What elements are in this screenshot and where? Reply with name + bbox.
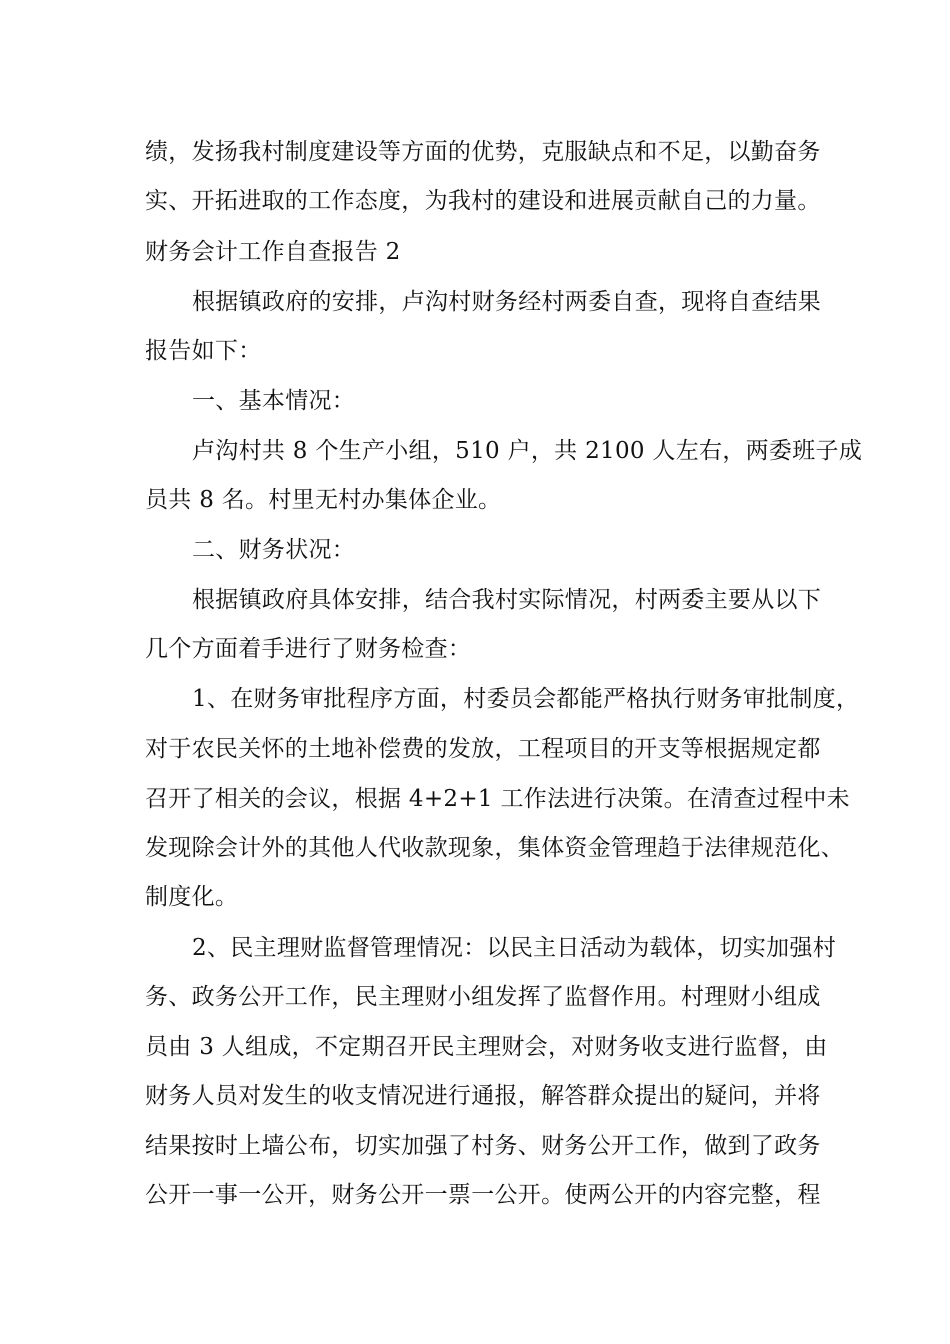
text-line: 员共 8 名。村里无村办集体企业。	[145, 487, 502, 513]
paragraph-first-line: 卢沟村共 8 个生产小组，510 户，共 2100 人左右，两委班子成	[192, 438, 863, 464]
text-line: 绩，发扬我村制度建设等方面的优势，克服缺点和不足，以勤奋务	[145, 139, 821, 165]
text-line: 报告如下：	[145, 338, 262, 364]
text-line: 制度化。	[145, 884, 239, 910]
text-line: 公开一事一公开，财务公开一票一公开。使两公开的内容完整，程	[145, 1182, 821, 1208]
text-line: 务、政务公开工作，民主理财小组发挥了监督作用。村理财小组成	[145, 984, 821, 1010]
text-line: 实、开拓进取的工作态度，为我村的建设和进展贡献自己的力量。	[145, 188, 821, 214]
paragraph-first-line: 根据镇政府具体安排，结合我村实际情况，村两委主要从以下	[192, 587, 822, 613]
paragraph-first-line: 根据镇政府的安排，卢沟村财务经村两委自查，现将自查结果	[192, 289, 822, 315]
subsection-heading: 二、财务状况：	[192, 537, 356, 563]
paragraph-first-line: 2、民主理财监督管理情况：以民主日活动为载体，切实加强村	[192, 935, 837, 961]
text-line: 员由 3 人组成，不定期召开民主理财会，对财务收支进行监督，由	[145, 1034, 828, 1060]
text-line: 对于农民关怀的土地补偿费的发放，工程项目的开支等根据规定都	[145, 736, 821, 762]
subsection-heading: 一、基本情况：	[192, 388, 356, 414]
text-line: 几个方面着手进行了财务检查：	[145, 636, 472, 662]
text-line: 结果按时上墙公布，切实加强了村务、财务公开工作，做到了政务	[145, 1133, 821, 1159]
paragraph-first-line: 1、在财务审批程序方面，村委员会都能严格执行财务审批制度，	[192, 686, 860, 712]
text-line: 发现除会计外的其他人代收款现象，集体资金管理趋于法律规范化、	[145, 835, 844, 861]
text-line: 财务人员对发生的收支情况进行通报，解答群众提出的疑问，并将	[145, 1083, 821, 1109]
section-heading: 财务会计工作自查报告 2	[145, 239, 401, 265]
text-line: 召开了相关的会议，根据 4+2+1 工作法进行决策。在清查过程中未	[145, 786, 850, 812]
